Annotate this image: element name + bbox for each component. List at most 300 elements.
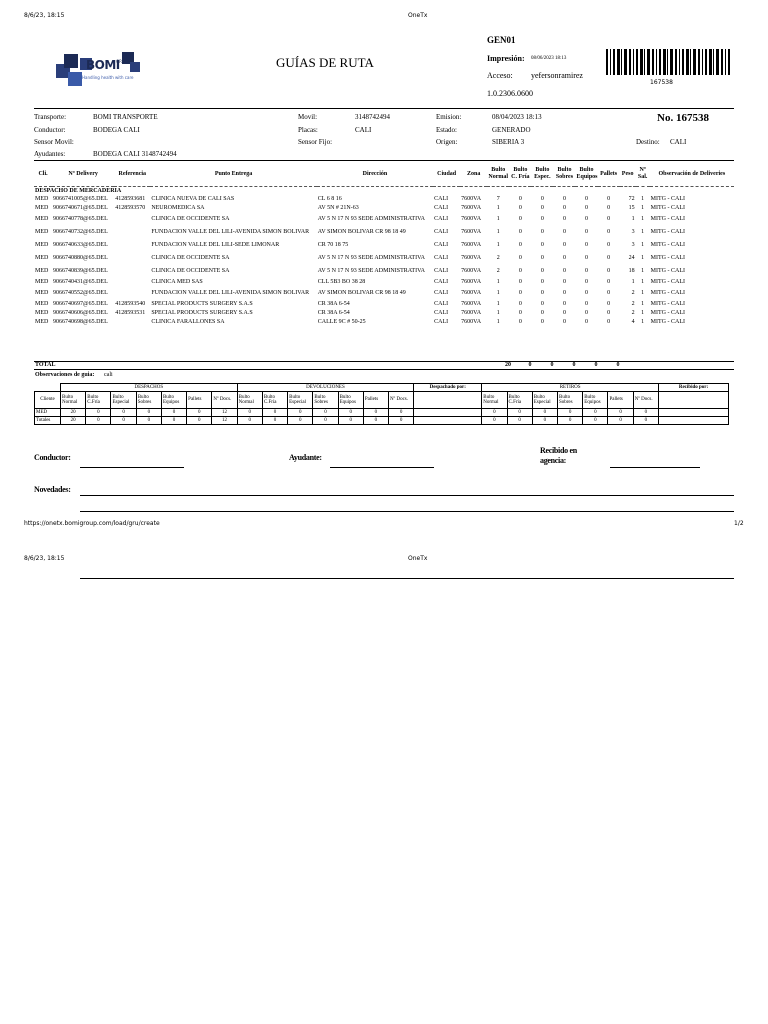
placas-value: CALI	[355, 126, 372, 134]
cell-bulto-equipos: 0	[585, 279, 589, 286]
summary-ret-value: 0	[583, 417, 608, 425]
logo-sub: GROUP	[116, 59, 131, 64]
cell-peso: 1	[631, 216, 635, 223]
cell-bulto-normal: 1	[496, 229, 500, 236]
recibido-sign-line	[610, 467, 700, 468]
cell-pallets: 0	[607, 216, 611, 223]
cell-nsal: 1	[641, 229, 645, 236]
cell-zona: 7600VA	[461, 255, 482, 262]
col-bulto-normal: Bulto Normal	[488, 167, 509, 180]
cell-bulto-espec: 0	[540, 268, 544, 275]
summary-ret-value: 0	[532, 409, 557, 417]
cell-cli: MED	[35, 268, 49, 275]
destino-value: CALI	[670, 138, 687, 146]
barcode-bar	[633, 49, 634, 75]
despachos-col-header: Bulto Normal	[61, 392, 86, 409]
cell-peso: 15	[628, 205, 635, 212]
total-bulto-normal: 20	[505, 362, 511, 368]
barcode-bar	[636, 49, 638, 75]
print-datetime: 8/6/23, 18:15	[24, 12, 65, 19]
barcode-bar	[725, 49, 726, 75]
observaciones-label: Observaciones de guia:	[35, 372, 95, 378]
sensor-fijo-label: Sensor Fijo:	[298, 138, 333, 146]
cell-bulto-sobres: 0	[562, 255, 566, 262]
cell-ciudad: CALI	[434, 310, 449, 317]
ayudantes-label: Ayudantes:	[34, 150, 66, 158]
devoluciones-header: DEVOLUCIONES	[237, 384, 414, 392]
cell-bulto-espec: 0	[540, 205, 544, 212]
cell-bulto-sobres: 0	[562, 301, 566, 308]
summary-dev-value: 0	[313, 409, 338, 417]
print-datetime-2: 8/6/23, 18:15	[24, 555, 65, 562]
despachos-col-header: Bulto C.Fría	[86, 392, 111, 409]
col-peso: Peso	[621, 170, 634, 177]
retiros-col-header: Pallets	[608, 392, 633, 409]
barcode-bar	[656, 49, 657, 75]
retiros-col-header: Bulto Normal	[482, 392, 507, 409]
retiros-col-header: Bulto Especial	[532, 392, 557, 409]
cell-punto: FUNDACION VALLE DEL LILI-AVENIDA SIMON BOLIVAR	[151, 229, 310, 236]
summary-desp-value: 0	[187, 409, 212, 417]
col-bulto-sobres: Bulto Sobres	[555, 167, 574, 180]
cell-referencia	[114, 252, 150, 265]
barcode-bar	[621, 49, 622, 75]
summary-desp-value: 0	[111, 409, 136, 417]
sensor-movil-label: Sensor Movil:	[34, 138, 74, 146]
total-pallets: 0	[616, 362, 620, 368]
cell-direccion: CALLE 9C # 50-25	[317, 319, 366, 326]
emision-label: Emision:	[436, 113, 462, 121]
cell-ciudad: CALI	[434, 242, 449, 249]
impresion-label: Impresión:	[487, 54, 525, 63]
col-nsal: Nº Sal.	[637, 167, 648, 180]
summary-row-label: MED	[35, 409, 61, 417]
summary-row	[35, 409, 729, 417]
cell-bulto-espec: 0	[540, 279, 544, 286]
cell-delivery: 9066740778@65.DEL	[53, 216, 108, 223]
table-row	[34, 252, 734, 265]
cell-nsal: 1	[641, 268, 645, 275]
cell-zona: 7600VA	[461, 290, 482, 297]
origen-value: SIBERIA 3	[492, 138, 525, 146]
summary-desp-value: 0	[187, 417, 212, 425]
col-pallets: Pallets	[600, 170, 618, 177]
summary-dev-value: 0	[237, 417, 262, 425]
cell-bulto-equipos: 0	[585, 229, 589, 236]
retiros-header: RETIROS	[482, 384, 659, 392]
retiros-col-header: Bulto C.Fría	[507, 392, 532, 409]
cell-nsal: 1	[641, 301, 645, 308]
cell-direccion: AV 5 N 17 N 93 SEDE ADMINISTRATIVA	[317, 268, 425, 275]
summary-ret-value: 0	[583, 409, 608, 417]
ayudantes-value: BODEGA CALI 3148742494	[93, 150, 177, 158]
summary-row-label: Totales	[35, 417, 61, 425]
barcode-bar	[679, 49, 680, 75]
cell-punto: CLINICA NUEVA DE CALI SAS	[151, 196, 235, 203]
cell-referencia: 4128593540	[115, 301, 146, 308]
barcode-bar	[686, 49, 689, 75]
cell-delivery: 9066741005@65.DEL	[53, 196, 108, 203]
cell-delivery: 9066740732@65.DEL	[53, 229, 108, 236]
table-row	[34, 239, 734, 252]
cell-bulto-equipos: 0	[585, 242, 589, 249]
cell-punto: CLINICA DE OCCIDENTE SA	[151, 268, 230, 275]
cell-delivery: 9066740552@65.DEL	[53, 290, 108, 297]
transporte-value: BOMI TRANSPORTE	[93, 113, 158, 121]
cell-zona: 7600VA	[461, 216, 482, 223]
summary-dev-value: 0	[389, 409, 414, 417]
cell-delivery: 9066740633@65.DEL	[53, 242, 108, 249]
total-bulto-sobres: 0	[572, 362, 576, 368]
ayudante-sign-label: Ayudante:	[289, 453, 322, 462]
despachos-col-header: Pallets	[187, 392, 212, 409]
cell-peso: 2	[631, 310, 635, 317]
cell-cli: MED	[35, 242, 49, 249]
summary-dev-value: 0	[313, 417, 338, 425]
cell-obs: MITG - CALI	[650, 216, 685, 223]
summary-desp-value: 0	[86, 409, 111, 417]
barcode-bar	[670, 49, 673, 75]
cell-bulto-sobres: 0	[562, 229, 566, 236]
doc-number: No. 167538	[657, 112, 709, 124]
despachos-col-header: Nº Docs.	[212, 392, 237, 409]
summary-ret-value: 0	[633, 417, 658, 425]
cell-bulto-normal: 1	[496, 205, 500, 212]
cell-pallets: 0	[607, 301, 611, 308]
cell-bulto-espec: 0	[540, 216, 544, 223]
col-punto: Punto Entrega	[214, 170, 253, 177]
table-row	[34, 287, 734, 300]
print-tab-title-2: OneTx	[408, 555, 428, 562]
impresion-value: 08/06/2023 18:13	[531, 56, 567, 61]
table-row	[34, 195, 734, 204]
col-bulto-espec: Bulto Espec.	[534, 167, 551, 180]
cell-bulto-fria: 0	[518, 290, 522, 297]
summary-ret-value: 0	[557, 417, 582, 425]
cell-ciudad: CALI	[434, 268, 449, 275]
barcode-bar	[693, 49, 696, 75]
cell-direccion: AV SIMON BOLIVAR CR 98 18 49	[317, 229, 406, 236]
cell-obs: MITG - CALI	[650, 205, 685, 212]
summary-dev-value: 0	[262, 409, 287, 417]
cell-ciudad: CALI	[434, 301, 449, 308]
cell-bulto-espec: 0	[540, 196, 544, 203]
despachado-por-blank	[414, 409, 482, 417]
cell-obs: MITG - CALI	[650, 310, 685, 317]
cell-direccion: CR 70 18 75	[317, 242, 349, 249]
summary-desp-value: 0	[136, 417, 161, 425]
cell-nsal: 1	[641, 242, 645, 249]
cell-bulto-normal: 1	[496, 216, 500, 223]
cell-ciudad: CALI	[434, 279, 449, 286]
barcode-bar	[698, 49, 700, 75]
cell-ciudad: CALI	[434, 216, 449, 223]
cell-pallets: 0	[607, 310, 611, 317]
cell-cli: MED	[35, 301, 49, 308]
logo-tagline: Handling health with care	[82, 75, 134, 80]
retiros-col-header: Bulto Sobres	[557, 392, 582, 409]
summary-ret-value: 0	[532, 417, 557, 425]
summary-ret-value: 0	[608, 417, 633, 425]
cell-obs: MITG - CALI	[650, 268, 685, 275]
cell-direccion: AV 5 N 17 N 93 SEDE ADMINISTRATIVA	[317, 216, 425, 223]
summary-ret-value: 0	[557, 409, 582, 417]
cell-delivery: 9066740671@65.DEL	[53, 205, 108, 212]
summary-row	[35, 417, 729, 425]
recibido-por-blank	[659, 417, 729, 425]
cell-obs: MITG - CALI	[650, 319, 685, 326]
cell-bulto-equipos: 0	[585, 268, 589, 275]
barcode-bar	[667, 49, 668, 75]
table-row	[34, 226, 734, 239]
col-obs: Observación de Deliveries	[658, 170, 726, 177]
cell-bulto-fria: 0	[518, 268, 522, 275]
version: 1.0.2306.0600	[487, 89, 533, 98]
col-referencia: Referencia	[118, 170, 147, 177]
summary-dev-value: 0	[389, 417, 414, 425]
cell-bulto-espec: 0	[540, 255, 544, 262]
cell-bulto-sobres: 0	[562, 242, 566, 249]
barcode	[606, 49, 734, 75]
cell-bulto-equipos: 0	[585, 319, 589, 326]
cell-cli: MED	[35, 196, 49, 203]
cell-bulto-normal: 7	[496, 196, 500, 203]
cell-direccion: CR 38A 6-54	[317, 310, 350, 317]
cell-nsal: 1	[641, 310, 645, 317]
cell-bulto-normal: 1	[496, 319, 500, 326]
cell-peso: 3	[631, 242, 635, 249]
section-title: DESPACHO DE MERCADERIA	[35, 187, 122, 194]
cell-obs: MITG - CALI	[650, 290, 685, 297]
cell-punto: SPECIAL PRODUCTS SURGERY S.A.S	[151, 310, 253, 317]
cell-bulto-normal: 1	[496, 290, 500, 297]
cell-referencia: 4128593681	[115, 196, 146, 203]
devoluciones-col-header: Bulto Equipos	[338, 392, 363, 409]
cell-zona: 7600VA	[461, 205, 482, 212]
cell-nsal: 1	[641, 255, 645, 262]
col-zona: Zona	[467, 170, 481, 177]
cell-ciudad: CALI	[434, 255, 449, 262]
summary-dev-value: 0	[262, 417, 287, 425]
col-bulto-fria: Bulto C. Fría	[511, 167, 530, 180]
cell-obs: MITG - CALI	[650, 301, 685, 308]
cell-delivery: 9066740431@65.DEL	[53, 279, 108, 286]
col-delivery: Nº Delivery	[68, 170, 98, 177]
cell-bulto-sobres: 0	[562, 216, 566, 223]
cell-bulto-sobres: 0	[562, 268, 566, 275]
cell-direccion: CL 6 8 16	[317, 196, 342, 203]
cell-bulto-sobres: 0	[562, 196, 566, 203]
cell-bulto-fria: 0	[518, 310, 522, 317]
destino-label: Destino:	[636, 138, 660, 146]
devoluciones-col-header: Bulto Especial	[288, 392, 313, 409]
estado-value: GENERADO	[492, 126, 531, 134]
cell-peso: 18	[628, 268, 635, 275]
cell-ciudad: CALI	[434, 229, 449, 236]
cell-pallets: 0	[607, 290, 611, 297]
cell-peso: 4	[631, 319, 635, 326]
barcode-bar	[705, 49, 707, 75]
cell-bulto-fria: 0	[518, 229, 522, 236]
movil-label: Movil:	[298, 113, 318, 121]
acceso-label: Acceso:	[487, 71, 513, 80]
cell-referencia	[114, 287, 150, 300]
novedades-line-3	[80, 578, 734, 579]
cell-direccion: AV 5N # 21N-63	[317, 205, 359, 212]
table-row	[34, 318, 734, 327]
cell-peso: 2	[631, 301, 635, 308]
barcode-bar	[675, 49, 677, 75]
summary-dev-value: 0	[338, 417, 363, 425]
cell-peso: 72	[628, 196, 635, 203]
ayudante-sign-line	[330, 467, 434, 468]
movil-value: 3148742494	[355, 113, 390, 121]
novedades-label: Novedades:	[34, 485, 71, 494]
cell-peso: 3	[631, 229, 635, 236]
summary-desp-value: 0	[161, 417, 186, 425]
cell-bulto-sobres: 0	[562, 279, 566, 286]
summary-ret-value: 0	[482, 417, 507, 425]
cell-ciudad: CALI	[434, 196, 449, 203]
cell-pallets: 0	[607, 268, 611, 275]
recibido-por-header: Recibido por:	[659, 384, 729, 392]
cell-bulto-fria: 0	[518, 255, 522, 262]
recibido-sign-label: Recibido en agencia:	[540, 446, 577, 465]
summary-ret-value: 0	[633, 409, 658, 417]
cell-bulto-equipos: 0	[585, 216, 589, 223]
cell-referencia: 4128593531	[115, 310, 146, 317]
barcode-bar	[610, 49, 611, 75]
novedades-line-1	[80, 495, 734, 496]
summary-desp-value: 12	[212, 409, 237, 417]
retiros-col-header: Nº Docs.	[633, 392, 658, 409]
total-bulto-fria: 0	[528, 362, 532, 368]
devoluciones-col-header: Nº Docs.	[389, 392, 414, 409]
cell-bulto-espec: 0	[540, 242, 544, 249]
cell-cli: MED	[35, 216, 49, 223]
cell-delivery: 9066740880@65.DEL	[53, 255, 108, 262]
cell-pallets: 0	[607, 229, 611, 236]
placas-label: Placas:	[298, 126, 318, 134]
cell-bulto-sobres: 0	[562, 205, 566, 212]
cell-bulto-sobres: 0	[562, 319, 566, 326]
cell-zona: 7600VA	[461, 242, 482, 249]
total-bulto-equipos: 0	[594, 362, 598, 368]
table-row	[34, 309, 734, 318]
cell-obs: MITG - CALI	[650, 229, 685, 236]
cell-zona: 7600VA	[461, 319, 482, 326]
acceso-value: yefersonramirez	[531, 71, 583, 80]
cell-referencia	[114, 278, 150, 287]
summary-dev-value: 0	[338, 409, 363, 417]
cell-direccion: CLL 5B3 BO 38 28	[317, 279, 366, 286]
recibido-por-blank	[659, 409, 729, 417]
cell-obs: MITG - CALI	[650, 242, 685, 249]
summary-dev-value: 0	[363, 409, 388, 417]
print-url: https://onetx.bomigroup.com/load/gru/create	[24, 520, 160, 527]
table-row	[34, 265, 734, 278]
summary-dev-value: 0	[288, 417, 313, 425]
cell-referencia	[114, 318, 150, 327]
cell-bulto-normal: 1	[496, 242, 500, 249]
summary-desp-value: 20	[61, 409, 86, 417]
despachos-col-header: Bulto Sobres	[136, 392, 161, 409]
cell-obs: MITG - CALI	[650, 196, 685, 203]
cliente-header: Cliente	[35, 392, 61, 409]
cell-cli: MED	[35, 310, 49, 317]
cell-delivery: 9066740698@65.DEL	[53, 319, 108, 326]
cell-obs: MITG - CALI	[650, 279, 685, 286]
cell-bulto-fria: 0	[518, 216, 522, 223]
cell-nsal: 1	[641, 279, 645, 286]
cell-bulto-normal: 2	[496, 268, 500, 275]
cell-nsal: 1	[641, 216, 645, 223]
cell-punto: NEUROMEDICA SA	[151, 205, 205, 212]
cell-zona: 7600VA	[461, 310, 482, 317]
estado-label: Estado:	[436, 126, 457, 134]
cell-bulto-fria: 0	[518, 319, 522, 326]
transporte-label: Transporte:	[34, 113, 67, 121]
table-header-row	[34, 162, 734, 186]
cell-zona: 7600VA	[461, 279, 482, 286]
barcode-number: 167538	[650, 79, 673, 86]
cell-zona: 7600VA	[461, 301, 482, 308]
barcode-bar	[606, 49, 608, 75]
retiros-col-header: Bulto Equipos	[583, 392, 608, 409]
cell-zona: 7600VA	[461, 196, 482, 203]
table-row	[34, 204, 734, 213]
cell-bulto-normal: 1	[496, 310, 500, 317]
cell-ciudad: CALI	[434, 319, 449, 326]
doc-code: GEN01	[487, 35, 516, 45]
barcode-bar	[659, 49, 661, 75]
novedades-line-2	[80, 511, 734, 512]
deliveries-table	[34, 162, 734, 327]
summary-dev-value: 0	[363, 417, 388, 425]
cell-nsal: 1	[641, 290, 645, 297]
cell-cli: MED	[35, 255, 49, 262]
summary-desp-value: 0	[136, 409, 161, 417]
cell-cli: MED	[35, 319, 49, 326]
emision-value: 08/04/2023 18:13	[492, 113, 542, 121]
barcode-bar	[728, 49, 730, 75]
devoluciones-col-header: Bulto C.Fría	[262, 392, 287, 409]
cell-bulto-espec: 0	[540, 310, 544, 317]
cell-cli: MED	[35, 205, 49, 212]
col-bulto-equipos: Bulto Equipos	[576, 167, 598, 180]
cell-referencia	[114, 213, 150, 226]
cell-bulto-espec: 0	[540, 319, 544, 326]
cell-ciudad: CALI	[434, 290, 449, 297]
cell-nsal: 1	[641, 196, 645, 203]
total-bulto-espec: 0	[550, 362, 554, 368]
cell-pallets: 0	[607, 255, 611, 262]
cell-referencia	[114, 226, 150, 239]
cell-cli: MED	[35, 279, 49, 286]
barcode-bar	[647, 49, 650, 75]
cell-pallets: 0	[607, 196, 611, 203]
col-ciudad: Ciudad	[437, 170, 457, 177]
cell-bulto-equipos: 0	[585, 255, 589, 262]
col-direccion: Dirección	[362, 170, 388, 177]
cell-nsal: 1	[641, 205, 645, 212]
despachado-por-header: Despachado por:	[414, 384, 482, 392]
barcode-bar	[682, 49, 684, 75]
print-tab-title: OneTx	[408, 12, 428, 19]
cell-cli: MED	[35, 290, 49, 297]
cell-direccion: AV SIMON BOLIVAR CR 98 18 49	[317, 290, 406, 297]
barcode-bar	[716, 49, 719, 75]
